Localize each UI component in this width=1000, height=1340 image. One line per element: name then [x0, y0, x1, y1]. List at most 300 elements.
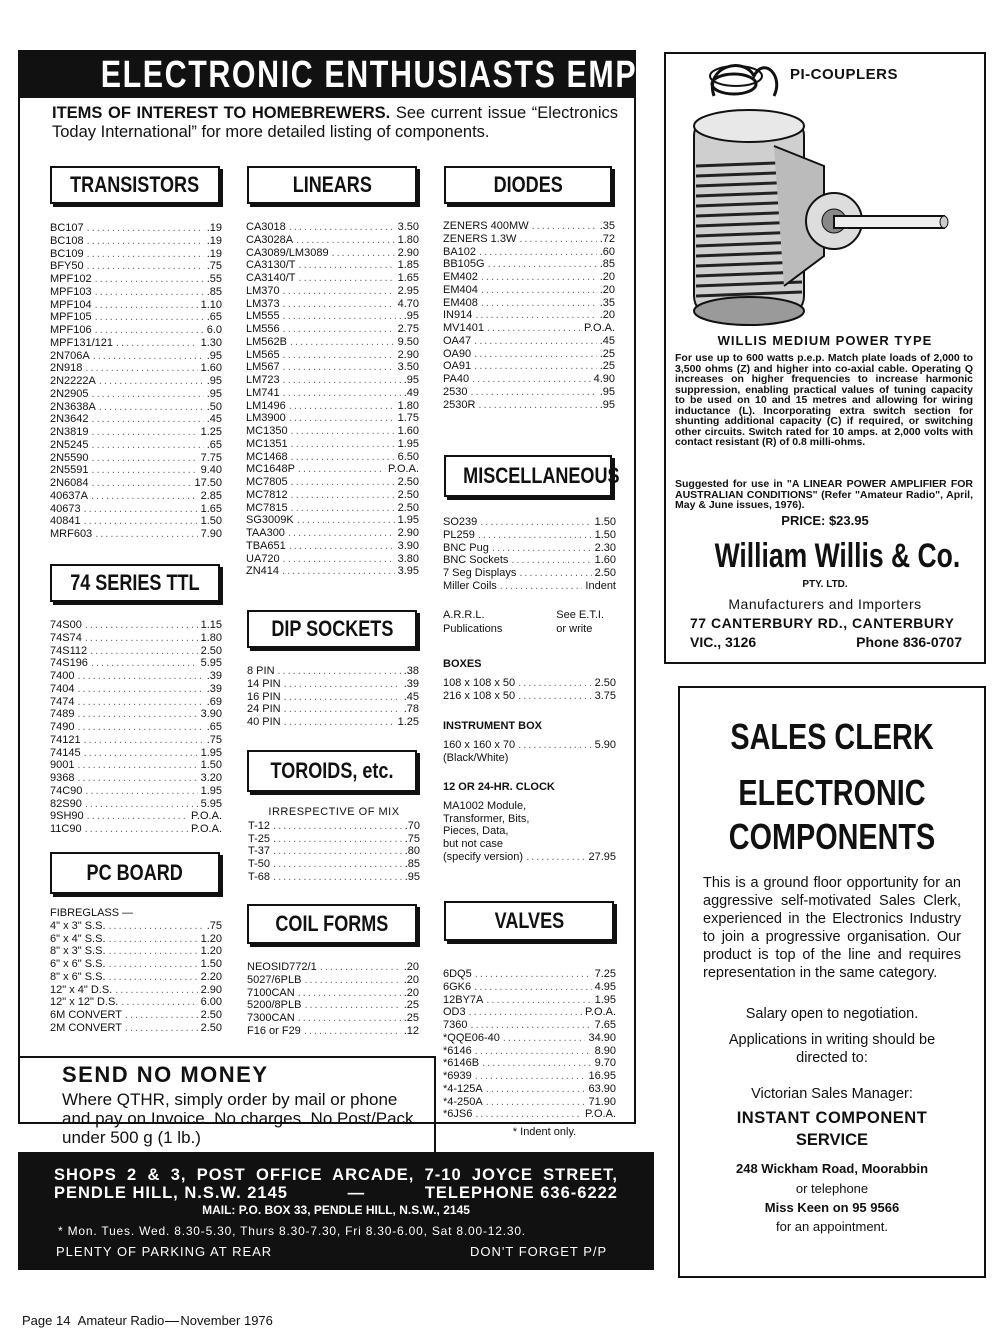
- willis-addr1: 77 CANTERBURY RD., CANTERBURY: [690, 615, 955, 631]
- item-name: LM370: [246, 284, 280, 297]
- item-name: 2N2222A: [50, 375, 96, 387]
- item-name: BA102: [443, 245, 477, 258]
- list-item: [443, 580, 616, 593]
- list-item: [443, 1096, 616, 1109]
- item-price: 1.65: [200, 502, 222, 515]
- list-item: [50, 920, 222, 933]
- item-name: T-50: [248, 858, 271, 870]
- leader-dots: [291, 451, 395, 464]
- item-name: SG3009K: [246, 514, 294, 527]
- list-item: [50, 477, 222, 490]
- leader-dots: [475, 1108, 582, 1121]
- leader-dots: [84, 734, 204, 747]
- transistors-header: TRANSISTORS: [50, 166, 220, 204]
- item-name: 40841: [50, 515, 81, 528]
- leader-dots: [289, 540, 395, 553]
- list-item: [443, 386, 615, 399]
- leader-dots: [284, 716, 395, 729]
- item-price: .72: [599, 232, 615, 245]
- leader-dots: [99, 375, 204, 388]
- list-item: [443, 1057, 616, 1070]
- leader-dots: [469, 1006, 582, 1019]
- leader-dots: [92, 477, 192, 490]
- item-name: 74C90: [50, 784, 83, 797]
- item-name: MC7812: [246, 488, 288, 501]
- item-name: EM404: [443, 283, 478, 296]
- toroids-list: [248, 806, 420, 884]
- leader-dots: [289, 221, 395, 234]
- item-name: 14 PIN: [247, 677, 281, 690]
- list-item: [443, 246, 615, 259]
- item-name: 216 x 108 x 50: [443, 689, 516, 702]
- item-price: .65: [206, 438, 222, 451]
- leader-dots: [290, 336, 395, 349]
- item-price: 1.95: [397, 514, 419, 527]
- item-price: 63.90: [588, 1082, 616, 1095]
- pi-description: For use up to 600 watts p.e.p. Match plate loads of 2,000 to 3,500 ohms (Z) and higher into co-axial cable. Operating Q increases on higher frequencies to increase harmonic suppression, enabling practical values of tuning capacity to be used on 10 and 15 metres and allowing for wiring inductance (L). Incorporating extra switch section for shunting additional capacity (C) if required, or switching other circuits. Switch rated for 10 amps. at 2,000 volts with contact resistant (R) of 0.8 milli-ohms.: [675, 352, 973, 448]
- leader-dots: [291, 502, 395, 515]
- list-item: [443, 284, 615, 297]
- leader-dots: [475, 968, 592, 981]
- leader-dots: [273, 833, 402, 846]
- leader-dots: [84, 503, 198, 516]
- list-item: [443, 1083, 616, 1096]
- list-item: [50, 248, 222, 261]
- valves-list: [443, 968, 616, 1139]
- item-name: 5200/8PLB: [247, 999, 302, 1012]
- item-price: 2.50: [397, 488, 419, 501]
- item-name: 74S00: [50, 619, 82, 631]
- list-item: [443, 1070, 616, 1083]
- list-item: [50, 311, 222, 324]
- item-name: 2N3638A: [50, 400, 96, 413]
- leader-dots: [95, 528, 197, 541]
- item-price: 4.95: [594, 980, 616, 993]
- item-price: .85: [404, 858, 420, 870]
- leader-dots: [518, 690, 591, 703]
- item-price: 1.80: [397, 233, 419, 246]
- leader-dots: [87, 260, 204, 273]
- list-item: [246, 514, 419, 527]
- item-price: 1.10: [200, 298, 222, 311]
- pi-subtitle: WILLIS MEDIUM POWER TYPE: [717, 333, 933, 348]
- item-name: MPF105: [50, 311, 92, 324]
- instbox-row: 160 x 160 x 70 ..... 5.90: [443, 739, 616, 752]
- item-price: 1.95: [397, 437, 419, 450]
- list-item: [50, 299, 222, 312]
- clock-title: 12 OR 24-HR. CLOCK: [443, 781, 555, 793]
- linears-list: [246, 221, 419, 578]
- item-name: MPF102: [50, 273, 92, 285]
- item-price: 9.50: [397, 335, 419, 348]
- item-name: 7 Seg Displays: [443, 567, 517, 579]
- item-price: .20: [403, 961, 419, 973]
- leader-dots: [109, 971, 198, 984]
- item-price: .35: [599, 220, 615, 232]
- intro-text: [52, 104, 618, 142]
- leader-dots: [77, 721, 203, 734]
- clerk-company-2: SERVICE: [795, 1131, 869, 1149]
- item-price: 3.50: [397, 361, 419, 374]
- clerk-or: or telephone: [795, 1181, 869, 1196]
- leader-dots: [475, 1045, 592, 1058]
- linears-header: LINEARS: [247, 166, 417, 204]
- dont-forget: DON'T FORGET P/P: [470, 1244, 608, 1259]
- list-item: [443, 220, 615, 233]
- list-item: [246, 425, 419, 438]
- item-name: EM402: [443, 271, 478, 283]
- leader-dots: [304, 1025, 401, 1038]
- leader-dots: [95, 311, 204, 324]
- item-price: 1.20: [200, 945, 222, 958]
- leader-dots: [297, 514, 395, 527]
- list-item: [50, 619, 222, 632]
- list-item: [248, 858, 420, 871]
- transistors-list: [50, 222, 222, 541]
- pi-title: PI-COUPLERS: [790, 66, 899, 83]
- item-price: .38: [403, 665, 419, 677]
- leader-dots: [298, 987, 401, 1000]
- item-name: 2N2905: [50, 387, 89, 400]
- item-price: .39: [206, 682, 222, 695]
- intro-rest: See current issue “Electronics Today International” for more detailed listing of components.: [52, 104, 618, 141]
- item-name: F16 or F29: [247, 1024, 301, 1037]
- pcboard-header: PC BOARD: [50, 852, 220, 894]
- item-price: 71.90: [588, 1095, 616, 1108]
- diodes-list: [443, 220, 615, 411]
- list-item: [246, 438, 419, 451]
- misc-list: [443, 516, 616, 593]
- list-item: [50, 772, 222, 785]
- item-name: Miller Coils: [443, 579, 497, 592]
- coil-list: [247, 961, 419, 1038]
- list-item: [246, 387, 419, 400]
- item-price: 7.65: [594, 1019, 616, 1031]
- item-price: .45: [206, 413, 222, 426]
- list-item: [247, 999, 419, 1012]
- list-item: [443, 309, 615, 322]
- leader-dots: [92, 426, 198, 439]
- item-price: 7.25: [594, 968, 616, 980]
- leader-dots: [296, 234, 394, 247]
- leader-dots: [475, 309, 596, 322]
- item-price: 1.75: [397, 412, 419, 425]
- list-item: [50, 759, 222, 772]
- leader-dots: [283, 553, 395, 566]
- item-name: 7474: [50, 695, 75, 708]
- list-item: [443, 258, 615, 271]
- item-name: OA90: [443, 347, 472, 360]
- item-name: MC1350: [246, 425, 288, 437]
- item-price: 2.50: [200, 1021, 222, 1034]
- pcboard-items: [50, 920, 222, 1035]
- leader-dots: [90, 645, 197, 658]
- leader-dots: [488, 258, 597, 271]
- item-price: .25: [599, 360, 615, 373]
- leader-dots: [85, 632, 198, 645]
- item-name: 7100CAN: [247, 986, 295, 999]
- item-price: 2.20: [200, 970, 222, 983]
- leader-dots: [470, 1019, 591, 1032]
- list-item: [443, 690, 616, 703]
- leader-dots: [470, 386, 596, 399]
- leader-dots: [85, 785, 197, 798]
- item-price: 9.70: [594, 1057, 616, 1070]
- send-title: SEND NO MONEY: [62, 1062, 269, 1087]
- item-name: 9001: [50, 759, 75, 772]
- list-item: [443, 233, 615, 246]
- leader-dots: [278, 665, 401, 678]
- item-name: 2530: [443, 385, 468, 398]
- item-price: 3.20: [200, 772, 222, 784]
- list-item: [50, 362, 222, 375]
- leader-dots: [500, 580, 583, 593]
- footer-page: Page 14: [22, 1313, 71, 1328]
- list-item: [443, 348, 615, 361]
- item-price: 1.15: [200, 619, 222, 631]
- list-item: [246, 489, 419, 502]
- boxes-block: [443, 654, 616, 702]
- item-name: 6" x 4" S.S.: [50, 932, 106, 945]
- item-name: 2N5245: [50, 438, 89, 451]
- leader-dots: [91, 490, 198, 503]
- item-name: T-37: [248, 845, 271, 858]
- list-item: [50, 388, 222, 401]
- item-name: 2N3819: [50, 426, 89, 438]
- item-price: .45: [403, 690, 419, 703]
- list-item: [50, 260, 222, 273]
- item-price: 1.95: [200, 746, 222, 759]
- shop-address-bar: [18, 1152, 654, 1270]
- item-name: 7489: [50, 708, 75, 721]
- item-name: CA3028A: [246, 233, 294, 246]
- item-price: P.O.A.: [191, 823, 222, 835]
- clerk-salary: Salary open to negotiation.: [745, 1006, 919, 1022]
- item-price: 2.50: [397, 501, 419, 514]
- item-price: 1.50: [594, 528, 616, 541]
- item-name: MC1468: [246, 450, 288, 463]
- list-item: [443, 567, 616, 580]
- item-name: 7404: [50, 682, 75, 695]
- item-price: .95: [206, 387, 222, 400]
- list-item: [50, 958, 222, 971]
- pcboard-list: [50, 907, 222, 1035]
- leader-dots: [283, 349, 395, 362]
- ttl-list: [50, 619, 222, 836]
- item-name: MRF603: [50, 528, 93, 540]
- item-name: IN914: [443, 309, 473, 322]
- item-price: .75: [206, 260, 222, 273]
- item-name: 12" x 4" D.S.: [50, 983, 113, 996]
- item-price: .20: [599, 309, 615, 322]
- instbox-title: INSTRUMENT BOX: [443, 720, 542, 732]
- willis-mfr: Manufacturers and Importers: [728, 596, 922, 612]
- leader-dots: [95, 299, 198, 312]
- list-item: [443, 1032, 616, 1045]
- item-price: Indent: [585, 579, 616, 592]
- list-item: [246, 463, 419, 476]
- item-name: LM723: [246, 374, 280, 386]
- clock-block: [443, 777, 616, 864]
- item-price: 1.30: [200, 336, 222, 349]
- send-text: Where QTHR, simply order by mail or phone and pay on Invoice. No charges. No Post/Pack under 500 g (1 lb.): [62, 1090, 414, 1147]
- item-name: *4-125A: [443, 1082, 483, 1095]
- list-item: [443, 322, 615, 335]
- item-price: 2.50: [397, 476, 419, 488]
- leader-dots: [77, 772, 197, 785]
- list-item: [443, 373, 615, 386]
- toroids-items: [248, 820, 420, 884]
- leader-dots: [109, 933, 198, 946]
- diodes-header: DIODES: [444, 166, 612, 204]
- dip-list: [247, 665, 419, 729]
- leader-dots: [92, 388, 204, 401]
- leader-dots: [532, 220, 597, 233]
- footer-magazine: Amateur Radio: [77, 1313, 165, 1328]
- item-price: 8.90: [594, 1044, 616, 1057]
- parking: PLENTY OF PARKING AT REAR: [56, 1244, 273, 1259]
- item-price: 3.90: [397, 539, 419, 552]
- leader-dots: [91, 657, 198, 670]
- list-item: [246, 323, 419, 336]
- list-item: [246, 247, 419, 260]
- clerk-contact: Miss Keen on 95 9566: [764, 1200, 900, 1215]
- leader-dots: [486, 1096, 586, 1109]
- leader-dots: [283, 374, 401, 387]
- item-price: .19: [206, 247, 222, 260]
- list-item: [50, 670, 222, 683]
- list-item: [247, 1025, 419, 1038]
- item-price: 2.90: [397, 348, 419, 361]
- list-item: [443, 554, 616, 567]
- item-name: 6DQ5: [443, 968, 472, 980]
- willis-addr2: VIC., 3126 Phone 836-0707: [690, 634, 962, 650]
- list-item: [246, 221, 419, 234]
- item-name: LM556: [246, 323, 280, 335]
- item-name: EM408: [443, 296, 478, 309]
- leader-dots: [109, 945, 198, 958]
- item-price: P.O.A.: [191, 810, 222, 823]
- leader-dots: [99, 401, 204, 414]
- item-name: 6GK6: [443, 980, 472, 993]
- item-name: TAA300: [246, 527, 285, 539]
- list-item: [50, 490, 222, 503]
- list-item: [247, 703, 419, 716]
- item-name: CA3089/LM3089: [246, 246, 329, 259]
- list-item: [246, 476, 419, 489]
- item-name: MC1648P: [246, 463, 295, 476]
- coil-header: COIL FORMS: [247, 904, 417, 944]
- leader-dots: [273, 871, 402, 884]
- list-item: [443, 968, 616, 981]
- item-price: .60: [599, 245, 615, 258]
- item-price: .78: [403, 703, 419, 716]
- item-price: .39: [403, 677, 419, 690]
- item-name: MPF106: [50, 324, 92, 336]
- item-price: 9.40: [200, 464, 222, 477]
- list-item: [443, 677, 616, 690]
- list-item: [50, 657, 222, 670]
- list-item: [50, 1022, 222, 1035]
- item-name: 74145: [50, 746, 81, 759]
- leader-dots: [84, 515, 198, 528]
- leader-dots: [85, 619, 198, 632]
- leader-dots: [92, 452, 198, 465]
- leader-dots: [95, 286, 204, 299]
- item-price: 1.25: [200, 426, 222, 438]
- list-item: [50, 683, 222, 696]
- list-item: [246, 336, 419, 349]
- list-item: [443, 1006, 616, 1019]
- leader-dots: [84, 747, 198, 760]
- toroids-note: IRRESPECTIVE OF MIX: [268, 806, 400, 818]
- item-name: 2N706A: [50, 349, 90, 362]
- list-item: [50, 996, 222, 1009]
- item-name: BNC Pug: [443, 541, 489, 554]
- item-name: OA91: [443, 360, 472, 373]
- misc-header: MISCELLANEOUS: [444, 455, 612, 497]
- list-item: [443, 399, 615, 412]
- item-price: 1.60: [594, 554, 616, 567]
- item-price: .45: [599, 334, 615, 347]
- item-name: 8" x 3" S.S.: [50, 945, 106, 958]
- item-price: P.O.A.: [585, 1108, 616, 1121]
- list-item: [50, 785, 222, 798]
- leader-dots: [273, 845, 402, 858]
- list-item: [50, 426, 222, 439]
- item-price: 3.50: [397, 221, 419, 233]
- item-price: 1.50: [200, 958, 222, 970]
- leader-dots: [332, 247, 395, 260]
- willis-company: William Willis & Co.: [714, 537, 961, 575]
- item-name: *4-250A: [443, 1095, 483, 1108]
- list-item: [443, 981, 616, 994]
- intro-bold: ITEMS OF INTEREST TO HOMEBREWERS.: [52, 104, 391, 122]
- page-footer: [22, 1313, 273, 1328]
- dip-header: DIP SOCKETS: [247, 610, 417, 648]
- boxes-title: BOXES: [443, 658, 482, 670]
- item-price: .20: [403, 986, 419, 999]
- item-name: SO239: [443, 516, 478, 528]
- item-price: .95: [403, 310, 419, 323]
- item-name: CA3018: [246, 221, 286, 233]
- leader-dots: [87, 810, 188, 823]
- pi-coupler-illustration: [674, 56, 964, 332]
- leader-dots: [85, 798, 198, 811]
- list-item: [247, 691, 419, 704]
- item-name: 9SH90: [50, 810, 84, 823]
- item-name: 8 PIN: [247, 665, 275, 677]
- leader-dots: [486, 994, 591, 1007]
- item-price: .75: [404, 832, 420, 845]
- list-item: [50, 528, 222, 541]
- leader-dots: [481, 284, 597, 297]
- emporium-banner: [20, 52, 747, 98]
- list-item: [443, 1019, 616, 1032]
- list-item: [247, 974, 419, 987]
- leader-dots: [475, 1070, 586, 1083]
- leader-dots: [289, 412, 395, 425]
- item-price: 17.50: [194, 477, 222, 489]
- item-price: .95: [599, 385, 615, 398]
- leader-dots: [116, 337, 198, 350]
- leader-dots: [291, 476, 395, 489]
- item-price: .65: [206, 721, 222, 733]
- list-item: [443, 529, 616, 542]
- list-item: [50, 734, 222, 747]
- leader-dots: [92, 439, 204, 452]
- item-price: 2.50: [594, 676, 616, 689]
